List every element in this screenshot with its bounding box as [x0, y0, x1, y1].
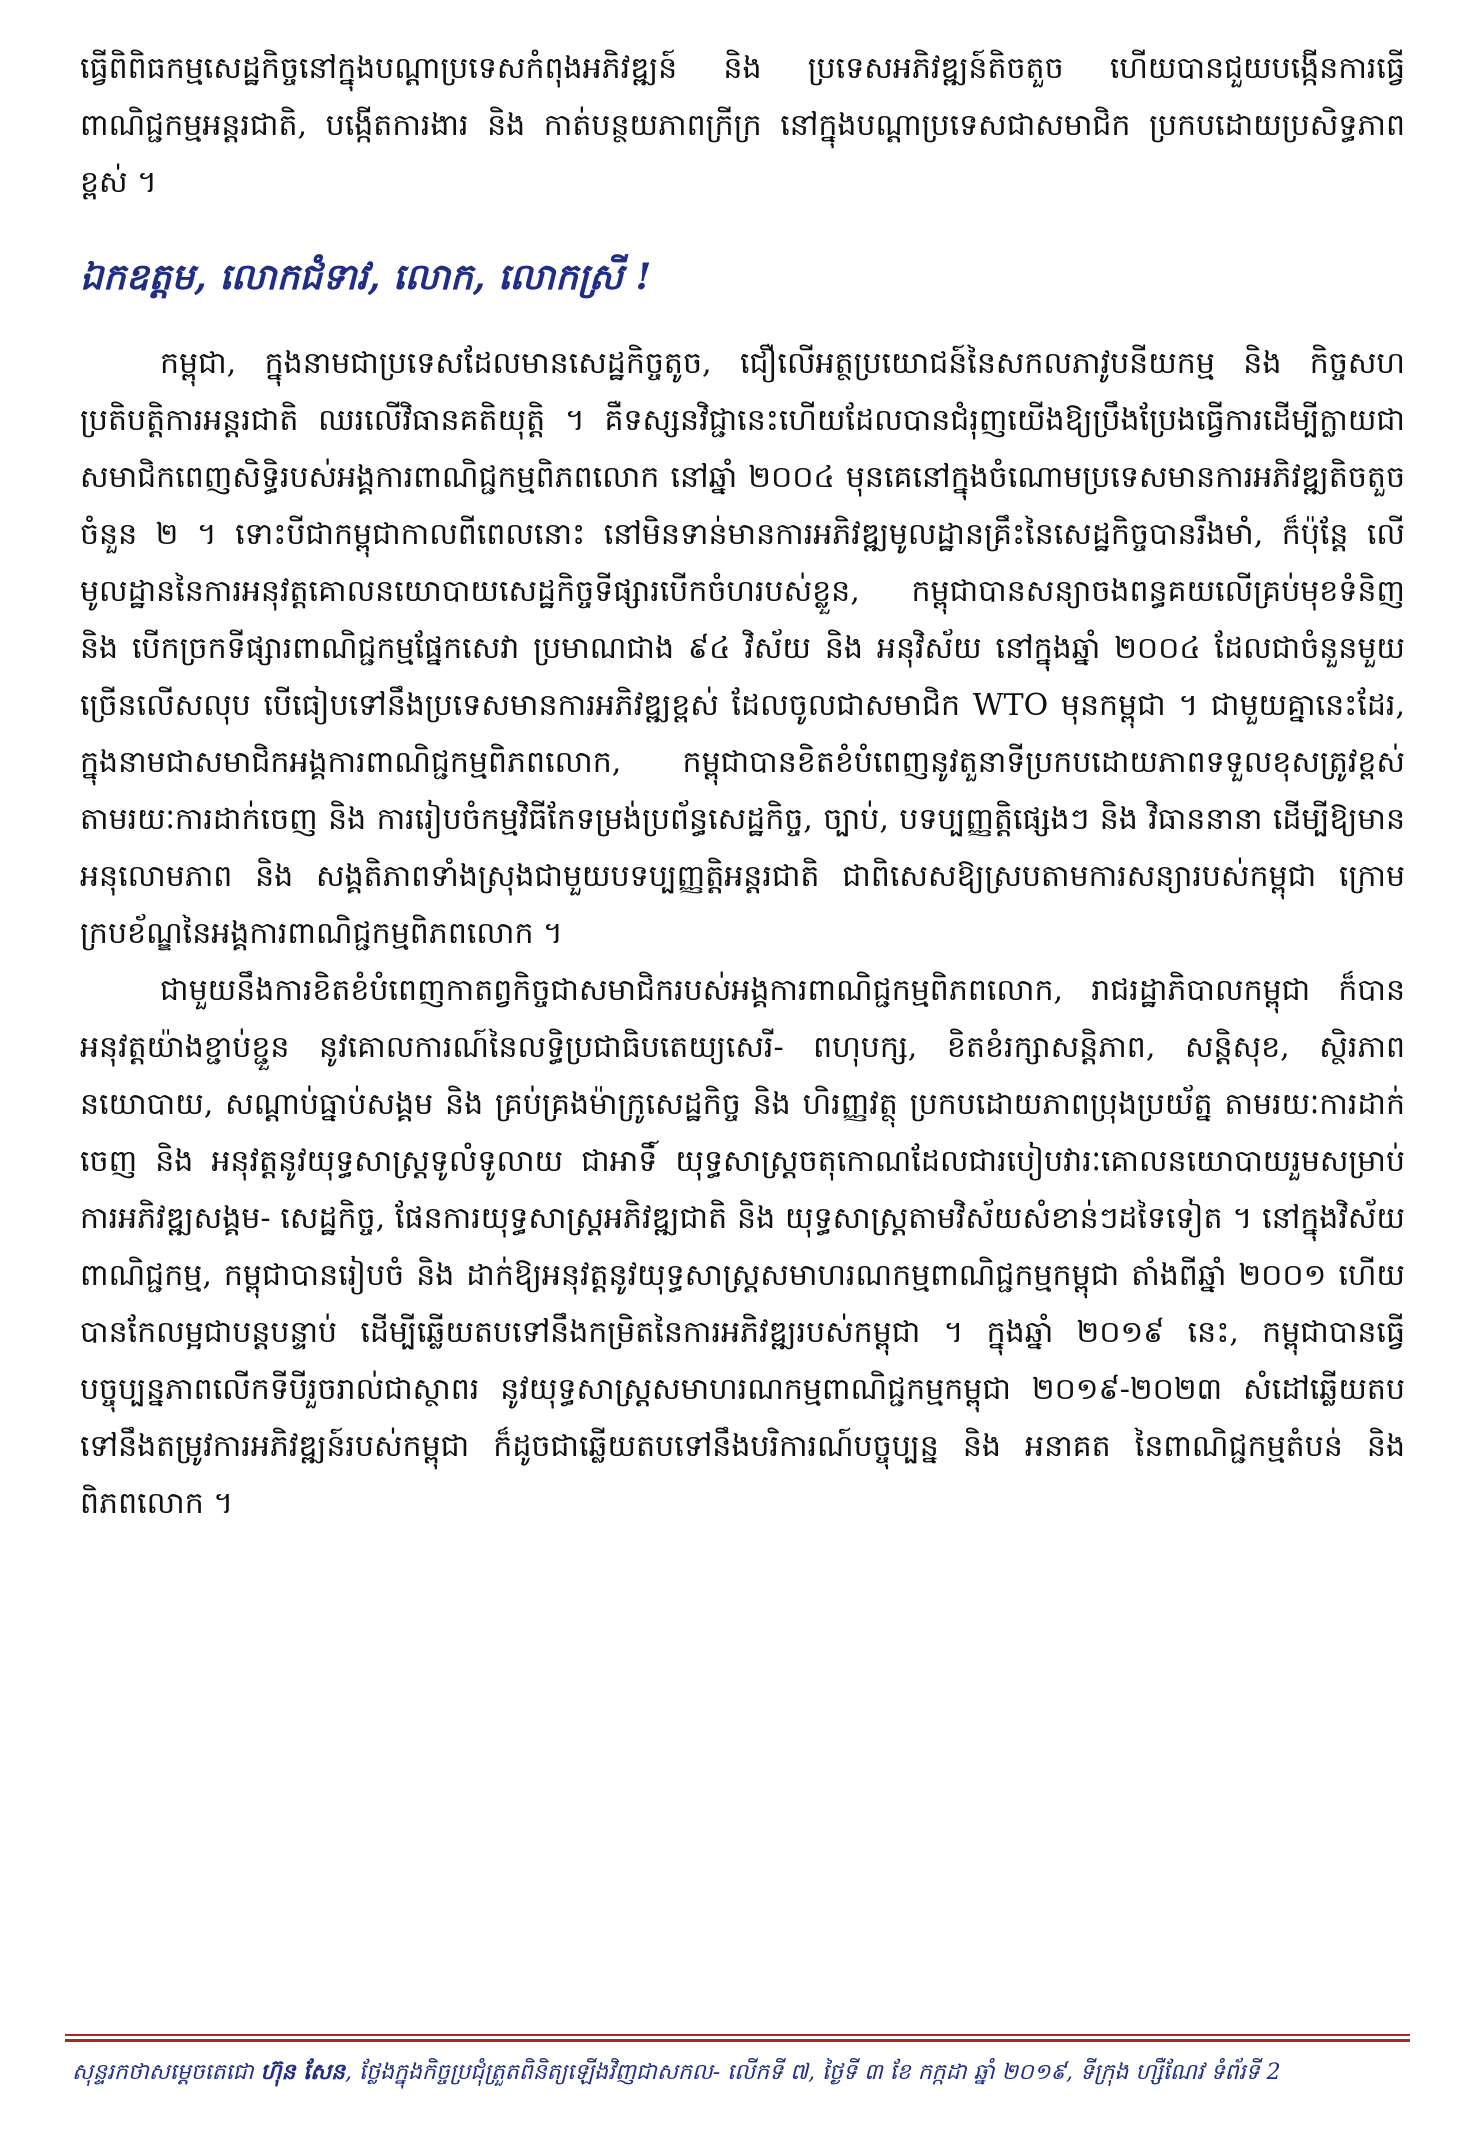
intro-paragraph: ធ្វើពិពិធកម្មសេដ្ឋកិច្ចនៅក្នុងបណ្តាប្រទេសកំពុងអភិវឌ្ឍន៍ និង ប្រទេសអភិវឌ្ឍន៍តិចតួច ហើយបានជួយបង្កើនការធ្វើពាណិជ្ជកម្មអន្តរជាតិ, បង្កើតការងារ និង កាត់បន្ថយភាពក្រីក្រ នៅក្នុងបណ្តាប្រទេសជាសមាជិក ប្រកបដោយប្រសិទ្ធភាពខ្ពស់ ។: [80, 51, 1405, 200]
footer-divider-thin: [65, 2034, 1410, 2036]
document-page: [80, 40, 1405, 1532]
body-paragraph-2: ជាមួយនឹងការខិតខំបំពេញកាតព្វកិច្ចជាសមាជិករបស់អង្គការពាណិជ្ជកម្មពិភពលោក, រាជរដ្ឋាភិបាលកម្ពុជា ក៏បានអនុវត្តយ៉ាងខ្ជាប់ខ្ជួន នូវគោលការណ៍នៃលទ្ធិប្រជាធិបតេយ្យសេរី- ពហុបក្ស, ខិតខំរក្សាសន្តិភាព, សន្តិសុខ, ស្ថិរភាពនយោបាយ, សណ្តាប់ធ្នាប់សង្គម និង គ្រប់គ្រងម៉ាក្រូសេដ្ឋកិច្ច និង ហិរញ្ញវត្ថុ ប្រកបដោយភាពប្រុងប្រយ័ត្ន តាមរយៈការដាក់ចេញ និង អនុវត្តនូវយុទ្ធសាស្ត្រទូលំទូលាយ ជាអាទិ៍ យុទ្ធសាស្ត្រចតុកោណដែលជារបៀបវារៈគោលនយោបាយរួមសម្រាប់ការអភិវឌ្ឍសង្គម- សេដ្ឋកិច្ច, ផែនការយុទ្ធសាស្ត្រអភិវឌ្ឍជាតិ និង យុទ្ធសាស្ត្រតាមវិស័យសំខាន់ៗដទៃទៀត ។ នៅក្នុងវិស័យពាណិជ្ជកម្ម, កម្ពុជាបានរៀបចំ និង ដាក់ឱ្យអនុវត្តនូវយុទ្ធសាស្ត្រសមាហរណកម្មពាណិជ្ជកម្មកម្ពុជា តាំងពីឆ្នាំ ២០០១ ហើយបានកែលម្អជាបន្តបន្ទាប់ ដើម្បីឆ្លើយតបទៅនឹងកម្រិតនៃការអភិវឌ្ឍរបស់កម្ពុជា ។ ក្នុងឆ្នាំ ២០១៩ នេះ, កម្ពុជាបានធ្វើបច្ចុប្បន្នភាពលើកទីបីរួចរាល់ជាស្ថាពរ នូវយុទ្ធសាស្ត្រសមាហរណកម្មពាណិជ្ជកម្មកម្ពុជា ២០១៩-២០២៣ សំដៅឆ្លើយតបទៅនឹងតម្រូវការអភិវឌ្ឍន៍របស់កម្ពុជា ក៏ដូចជាឆ្លើយតបទៅនឹងបរិការណ៍បច្ចុប្បន្ន និង អនាគត នៃពាណិជ្ជកម្មតំបន់ និង ពិភពលោក ។: [80, 973, 1405, 1521]
salutation-heading: ឯកឧត្តម, លោកជំទាវ, លោក, លោកស្រី !: [80, 256, 652, 298]
footer-divider-thick: [65, 2039, 1410, 2042]
body-paragraph-1: កម្ពុជា, ក្នុងនាមជាប្រទេសដែលមានសេដ្ឋកិច្ចតូច, ជឿលើអត្ថប្រយោជន៍នៃសកលភាវូបនីយកម្ម និង កិច្ចសហប្រតិបត្តិការអន្តរជាតិ ឈរលើវិធានគតិយុត្តិ ។ គឺទស្សនវិជ្ជានេះហើយដែលបានជំរុញយើងឱ្យប្រឹងប្រែងធ្វើការដើម្បីក្លាយជាសមាជិកពេញសិទ្ធិរបស់អង្គការពាណិជ្ជកម្មពិភពលោក នៅឆ្នាំ ២០០៤ មុនគេនៅក្នុងចំណោមប្រទេសមានការអភិវឌ្ឍតិចតួចចំនួន ២ ។ ទោះបីជាកម្ពុជាកាលពីពេលនោះ នៅមិនទាន់មានការអភិវឌ្ឍមូលដ្ឋានគ្រឹះនៃសេដ្ឋកិច្ចបានរឹងមាំ, ក៏ប៉ុន្តែ លើមូលដ្ឋាននៃការអនុវត្តគោលនយោបាយសេដ្ឋកិច្ចទីផ្សារបើកចំហរបស់ខ្លួន, កម្ពុជាបានសន្យាចងពន្ធគយលើគ្រប់មុខទំនិញ និង បើកច្រកទីផ្សារពាណិជ្ជកម្មផ្នែកសេវា ប្រមាណជាង ៩៤ វិស័យ និង អនុវិស័យ នៅក្នុងឆ្នាំ ២០០៤ ដែលជាចំនួនមួយច្រើនលើសលុប បើធៀបទៅនឹងប្រទេសមានការអភិវឌ្ឍខ្ពស់ ដែលចូលជាសមាជិក WTO មុនកម្ពុជា ។ ជាមួយគ្នានេះដែរ, ក្នុងនាមជាសមាជិកអង្គការពាណិជ្ជកម្មពិភពលោក, កម្ពុជាបានខិតខំបំពេញនូវតួនាទីប្រកបដោយភាពទទួលខុសត្រូវខ្ពស់ តាមរយៈការដាក់ចេញ និង ការរៀបចំកម្មវិធីកែទម្រង់ប្រព័ន្ធសេដ្ឋកិច្ច, ច្បាប់, បទប្បញ្ញត្តិផ្សេងៗ និង វិធាននានា ដើម្បីឱ្យមានអនុលោមភាព និង សង្គតិភាពទាំងស្រុងជាមួយបទប្បញ្ញត្តិអន្តរជាតិ ជាពិសេសឱ្យស្របតាមការសន្យារបស់កម្ពុជា ក្រោមក្របខ័ណ្ឌនៃអង្គការពាណិជ្ជកម្មពិភពលោក ។: [80, 346, 1405, 951]
footer-suffix: , ថ្លែងក្នុងកិច្ចប្រជុំត្រួតពិនិត្យឡើងវិញជាសកល- លើកទី ៧, ថ្ងៃទី ៣ ខែ កក្កដា ឆ្នាំ ២០១៩, ទីក្រុង ហ្សឺណែវ ទំព័រទី 2: [345, 2060, 1281, 2085]
footer-prefix: សុន្ទរកថាសម្តេចតេជោ: [72, 2060, 261, 2085]
page-footer: [72, 2052, 1407, 2093]
footer-speaker-name: ហ៊ុន សែន: [260, 2059, 346, 2085]
